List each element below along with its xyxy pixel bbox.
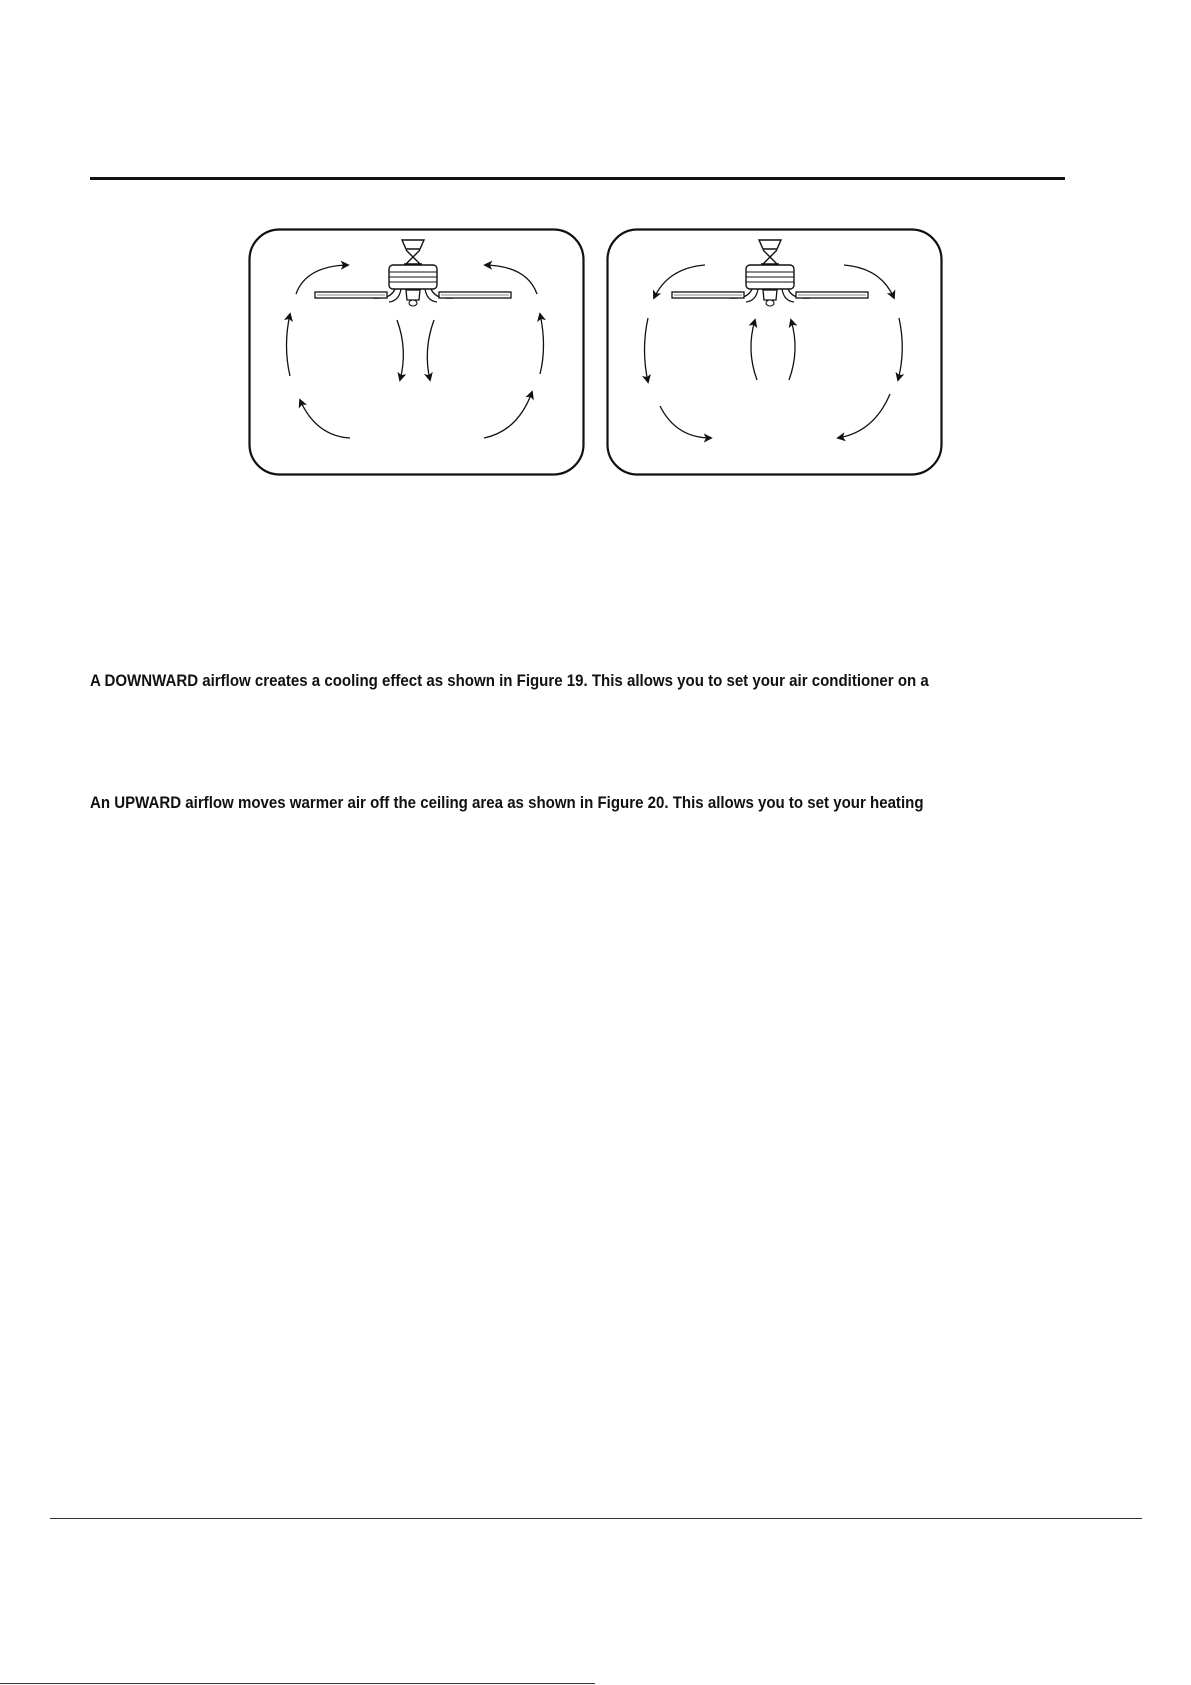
figure-downward-airflow — [248, 228, 585, 476]
paragraph-upward-airflow: An UPWARD airflow moves warmer air off the ceiling area as shown in Figure 20. This allows you to set your heating — [90, 793, 924, 812]
figure-upward-airflow — [606, 228, 943, 476]
page-edge-rule — [0, 1683, 595, 1684]
footer-rule — [50, 1518, 1142, 1519]
header-rule — [90, 177, 1065, 180]
paragraph-downward-airflow: A DOWNWARD airflow creates a cooling effect as shown in Figure 19. This allows you to set your air conditioner on a — [90, 671, 929, 690]
